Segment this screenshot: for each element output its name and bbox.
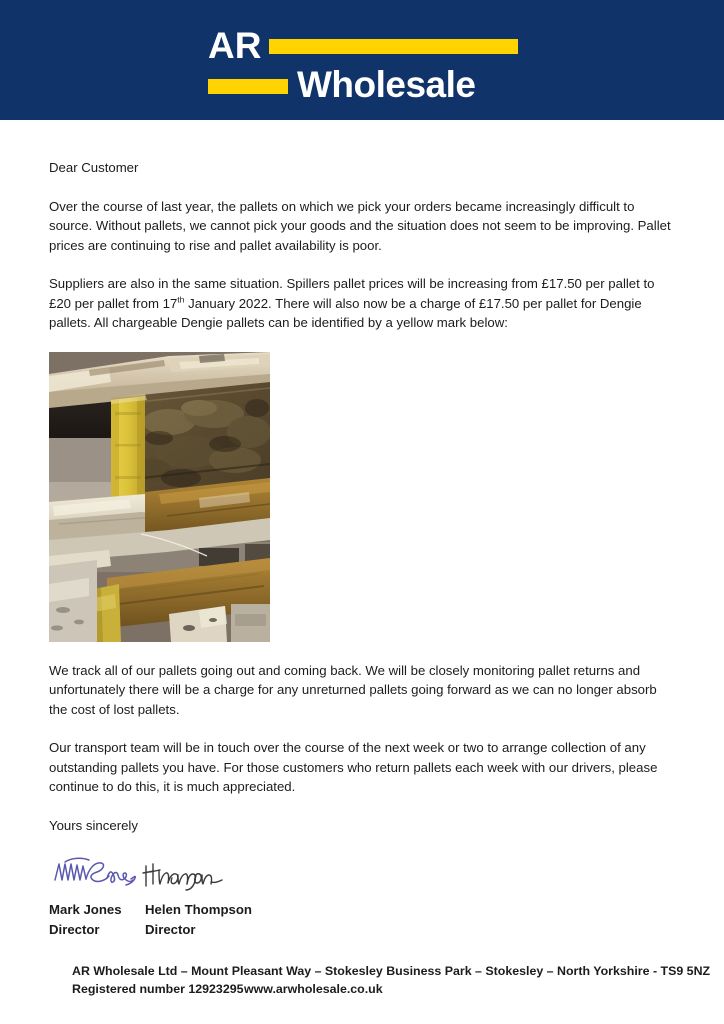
- paragraph-transport: Our transport team will be in touch over the course of the next week or two to arrange collection of any outstanding pallets you have. For those customers who return pallets each week with our drivers, please continue to do this, it is much appreciated.: [49, 740, 658, 794]
- footer-website[interactable]: www.arwholesale.co.uk: [244, 982, 383, 996]
- logo-text-wholesale: Wholesale: [297, 63, 476, 105]
- logo-bar-short: [208, 79, 288, 94]
- signatory-1-name: Mark Jones: [49, 902, 122, 917]
- paragraph-pallet-shortage: Over the course of last year, the pallets on which we pick your orders became increasingly difficult to source. Without pallets, we cannot pick your goods and the situation does not seem to be improving. Pallet prices are continuing to rise and pallet availability is poor.: [49, 198, 671, 253]
- signatory-1: [49, 900, 145, 939]
- closing-salutation: Yours sincerely: [49, 817, 138, 833]
- salutation: Dear Customer: [49, 160, 139, 175]
- pallet-photo-illustration: [49, 352, 270, 642]
- page-footer: [72, 962, 712, 998]
- ordinal-suffix: th: [177, 294, 185, 305]
- signatory-2: [145, 900, 252, 939]
- signatory-names: [49, 900, 675, 939]
- logo-text-ar: AR: [208, 24, 262, 66]
- signature-helen-thompson: [142, 856, 242, 894]
- pricing-text-part1: Suppliers are also in the same situation. Spillers pallet prices will be increasing from £17.50 per pallet to £20 per pallet from 17: [49, 276, 655, 311]
- letter-body: [49, 120, 675, 939]
- paragraph-pricing: [49, 274, 675, 333]
- pallet-photo: [49, 352, 270, 642]
- letterhead-banner: [0, 0, 724, 120]
- footer-address: AR Wholesale Ltd – Mount Pleasant Way – Stokesley Business Park – Stokesley – North Yorkshire - TS9 5NZ: [72, 964, 711, 978]
- ar-wholesale-logo: [208, 24, 518, 105]
- paragraph-tracking: We track all of our pallets going out and coming back. We will be closely monitoring pallet returns and unfortunately there will be a charge for any unreturned pallets going forward as we can no longer absorb the cost of lost pallets.: [49, 662, 657, 717]
- footer-registration: Registered number 12923295: [72, 982, 244, 996]
- signature-block: [49, 854, 675, 939]
- signature-mark-jones: [51, 854, 151, 894]
- signatory-2-name: Helen Thompson: [145, 902, 252, 917]
- signatory-2-title: Director: [145, 921, 196, 937]
- pricing-text-part2: January 2022. There will also now be a charge of £17.50 per pallet for Dengie pallets. All chargeable Dengie pallets can be identified by a yellow mark below:: [49, 295, 642, 330]
- logo-bar-long: [269, 39, 518, 54]
- signatory-1-title: Director: [49, 921, 100, 937]
